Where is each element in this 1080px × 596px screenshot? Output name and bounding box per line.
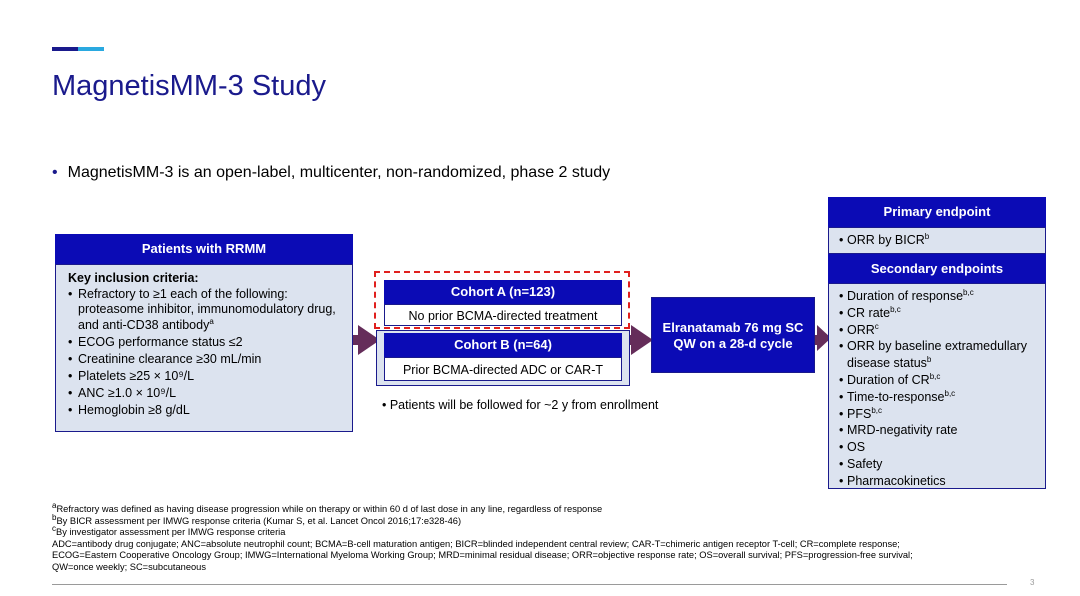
inclusion-criterion-text: ANC ≥1.0 × 10⁹/L <box>78 385 177 400</box>
cohort-b-description: Prior BCMA-directed ADC or CAR-T <box>384 357 622 381</box>
inclusion-criterion-text: Refractory to ≥1 each of the following: proteasome inhibitor, immunomodulatory drug, and anti-CD38 antibody <box>78 286 336 332</box>
secondary-endpoint-item <box>839 322 1045 339</box>
treatment-schedule: QW on a 28-d cycle <box>673 336 793 351</box>
primary-endpoint-item <box>839 232 1045 249</box>
footnote-text: QW=once weekly; SC=subcutaneous <box>52 561 206 572</box>
inclusion-criteria-label: Key inclusion criteria: <box>68 271 199 285</box>
footnote-text: Refractory was defined as having disease progression while on therapy or within 60 d of last dose in any line, regardless of response <box>56 504 603 514</box>
primary-endpoint-panel <box>828 227 1046 254</box>
secondary-endpoint-item-text: CR rate <box>847 305 891 320</box>
secondary-endpoint-item <box>839 422 1045 439</box>
footnote-text: ADC=antibody drug conjugate; ANC=absolute neutrophil count; BCMA=B-cell maturation antigen; BICR=blinded independent central review; CAR-T=chimeric antigen receptor T-cell; CR=complete response; <box>52 538 900 549</box>
cohort-a-header: Cohort A (n=123) <box>384 280 622 304</box>
footnote-line <box>52 550 1032 562</box>
secondary-endpoint-item <box>839 406 1045 423</box>
secondary-endpoint-item-text: Safety <box>847 456 883 471</box>
inclusion-criterion <box>68 335 352 351</box>
title-accent-bar <box>52 47 104 51</box>
flow-arrow-2 <box>631 325 653 355</box>
footnote-line <box>52 539 1032 551</box>
footnote-marker: b <box>52 512 57 522</box>
footnote-line <box>52 562 1032 574</box>
primary-endpoint-list <box>839 232 1045 249</box>
inclusion-criteria-list <box>68 287 352 419</box>
secondary-endpoint-item-text: MRD-negativity rate <box>847 423 958 438</box>
primary-endpoint-header: Primary endpoint <box>828 197 1046 227</box>
inclusion-criterion <box>68 287 352 334</box>
secondary-endpoint-item-footnote-marker: c <box>874 321 879 331</box>
inclusion-criterion-text: Hemoglobin ≥8 g/dL <box>78 402 190 417</box>
treatment-dose: Elranatamab 76 mg SC <box>662 320 804 335</box>
treatment-box <box>651 297 815 373</box>
secondary-endpoints-panel <box>828 283 1046 489</box>
inclusion-criteria-panel <box>55 264 353 432</box>
secondary-endpoint-item-text: Time-to-response <box>847 389 945 404</box>
inclusion-criterion <box>68 369 352 385</box>
page-number: 3 <box>1030 578 1035 587</box>
footnotes <box>52 500 1032 573</box>
inclusion-criterion-footnote-marker: a <box>209 316 214 326</box>
primary-endpoint-item-footnote-marker: b <box>924 231 930 241</box>
secondary-endpoint-item-text: OS <box>847 440 866 455</box>
secondary-endpoint-item-footnote-marker: b,c <box>963 287 974 297</box>
secondary-endpoint-item <box>839 389 1045 406</box>
cohort-a-description: No prior BCMA-directed treatment <box>384 304 622 326</box>
page-title: MagnetisMM-3 Study <box>52 70 326 102</box>
primary-endpoint-item-text: ORR by BICR <box>847 233 925 247</box>
secondary-endpoint-item <box>839 372 1045 389</box>
follow-up-note: • Patients will be followed for ~2 y from enrollment <box>382 398 659 412</box>
secondary-endpoint-item-text: PFS <box>847 406 872 421</box>
secondary-endpoint-item-footnote-marker: b,c <box>944 388 956 398</box>
secondary-endpoints-header: Secondary endpoints <box>828 254 1046 283</box>
footnote-line <box>52 500 1032 516</box>
secondary-endpoints-list <box>839 288 1045 490</box>
secondary-endpoint-item-text: ORR by baseline extramedullary disease status <box>847 339 1027 371</box>
inclusion-criterion <box>68 386 352 402</box>
patients-header: Patients with RRMM <box>55 234 353 264</box>
secondary-endpoint-item-text: ORR <box>847 322 875 337</box>
footnote-line <box>52 512 1032 528</box>
secondary-endpoint-item <box>839 439 1045 456</box>
footnote-text: ECOG=Eastern Cooperative Oncology Group; IMWG=International Myeloma Working Group; MRD=minimal residual disease; ORR=objective response rate; OS=overall survival; PFS=progression-free survival; <box>52 550 913 560</box>
inclusion-criterion <box>68 352 352 368</box>
inclusion-criterion-text: ECOG performance status ≤2 <box>78 334 243 349</box>
secondary-endpoint-item-footnote-marker: b,c <box>890 304 901 314</box>
footnote-marker: c <box>52 523 56 533</box>
footnote-marker: a <box>52 500 57 510</box>
secondary-endpoint-item-text: Pharmacokinetics <box>847 473 946 488</box>
secondary-endpoint-item-footnote-marker: b <box>926 355 932 365</box>
study-description: • MagnetisMM-3 is an open-label, multicenter, non-randomized, phase 2 study <box>52 164 611 181</box>
secondary-endpoint-item-footnote-marker: b,c <box>871 405 882 415</box>
secondary-endpoint-item-text: Duration of response <box>847 289 964 303</box>
cohort-b-header: Cohort B (n=64) <box>384 333 622 357</box>
secondary-endpoint-item <box>839 473 1045 490</box>
footnote-line <box>52 523 1032 539</box>
secondary-endpoint-item <box>839 456 1045 473</box>
secondary-endpoint-item <box>839 338 1045 372</box>
inclusion-criterion-text: Creatinine clearance ≥30 mL/min <box>78 351 262 366</box>
secondary-endpoint-item-text: Duration of CR <box>847 372 930 387</box>
inclusion-criterion-text: Platelets ≥25 × 10⁹/L <box>78 368 195 383</box>
footnote-text: By investigator assessment per IMWG response criteria <box>56 527 286 537</box>
footnote-text: By BICR assessment per IMWG response criteria (Kumar S, et al. Lancet Oncol 2016;17:e328-46) <box>56 515 462 526</box>
inclusion-criterion <box>68 403 352 419</box>
secondary-endpoint-item <box>839 305 1045 322</box>
footer-divider <box>52 584 1007 585</box>
secondary-endpoint-item <box>839 288 1045 305</box>
secondary-endpoint-item-footnote-marker: b,c <box>929 371 941 381</box>
